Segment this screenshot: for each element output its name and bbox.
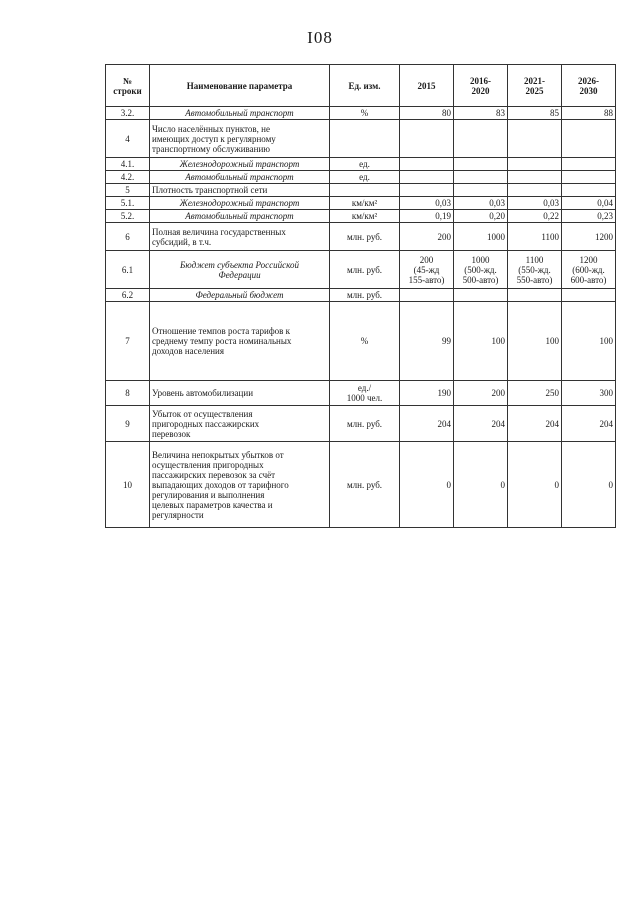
value-cell (400, 120, 454, 158)
unit-cell (330, 223, 400, 251)
value-text: 0,03 (489, 198, 505, 208)
table-body (106, 107, 616, 528)
parameter-name-text: Отношение темпов роста тарифов к среднему темпу роста номинальных доходов населения (152, 326, 292, 356)
value-cell (508, 158, 562, 171)
value-text: 0,22 (543, 211, 559, 221)
unit-cell (330, 406, 400, 442)
value-cell (562, 406, 616, 442)
value-cell (454, 302, 508, 381)
value-text: 99 (442, 336, 451, 346)
parameter-name-cell (150, 171, 330, 184)
parameter-name-cell (150, 251, 330, 289)
value-cell (454, 171, 508, 184)
value-text: 200 (491, 388, 505, 398)
parameter-name-cell (150, 184, 330, 197)
row-number-cell: 10 (106, 442, 150, 528)
value-text: 0,03 (543, 198, 559, 208)
value-cell (454, 210, 508, 223)
header-year-2015: 2015 (400, 65, 454, 107)
table-row (106, 289, 616, 302)
row-number-cell: 6.1 (106, 251, 150, 289)
parameter-name-text: Железнодорожный транспорт (179, 159, 300, 169)
table-row (106, 158, 616, 171)
parameter-name-text: Убыток от осуществления пригородных пассажирских перевозок (152, 408, 260, 439)
parameter-name-cell (150, 158, 330, 171)
parameter-name-cell (150, 442, 330, 528)
value-cell (400, 442, 454, 528)
unit-text: ед. (359, 172, 370, 182)
row-number-cell: 7 (106, 302, 150, 381)
unit-cell (330, 197, 400, 210)
parameter-name-text: Величина непокрытых убытков от осуществления пригородных пассажирских перевозок за счёт выпадающих доходов от тарифного регулирования и выполнения целевых параметров качества и регулярности (152, 449, 289, 520)
value-text: 100 (599, 336, 613, 346)
value-text: 0 (608, 479, 613, 490)
value-cell (400, 302, 454, 381)
table-row (106, 251, 616, 289)
value-cell (508, 381, 562, 406)
row-number-cell: 5 (106, 184, 150, 197)
unit-cell (330, 120, 400, 158)
row-number-cell: 4.2. (106, 171, 150, 184)
value-cell (508, 289, 562, 302)
unit-text: млн. руб. (346, 290, 383, 300)
header-years-2016-2020: 2016- 2020 (454, 65, 508, 107)
value-cell (508, 406, 562, 442)
value-cell (400, 289, 454, 302)
parameter-name-cell (150, 406, 330, 442)
unit-cell (330, 289, 400, 302)
value-cell (562, 381, 616, 406)
table-row (106, 302, 616, 381)
parameter-name-text: Число населённых пунктов, не имеющих доступ к регулярному транспортному обслуживанию (152, 123, 276, 154)
unit-cell (330, 442, 400, 528)
value-text: 204 (545, 418, 559, 429)
value-text: 100 (491, 336, 505, 346)
value-text: 190 (437, 388, 451, 398)
value-cell (400, 184, 454, 197)
value-text: 1100 (541, 231, 559, 242)
value-cell (508, 210, 562, 223)
value-text: 300 (599, 388, 613, 398)
value-cell (454, 184, 508, 197)
value-text: 0,23 (597, 211, 613, 221)
parameter-name-cell (150, 120, 330, 158)
value-text: 0,20 (489, 211, 505, 221)
row-number-cell: 9 (106, 406, 150, 442)
parameters-table (105, 64, 616, 528)
value-cell (400, 381, 454, 406)
parameter-name-cell (150, 107, 330, 120)
value-cell (562, 289, 616, 302)
table-row (106, 197, 616, 210)
value-cell (562, 442, 616, 528)
value-cell (508, 184, 562, 197)
value-cell (562, 302, 616, 381)
value-cell (562, 223, 616, 251)
parameter-name-text: Автомобильный транспорт (185, 108, 294, 118)
unit-cell (330, 251, 400, 289)
parameter-name-text: Железнодорожный транспорт (179, 198, 300, 208)
value-cell (508, 120, 562, 158)
table-row (106, 381, 616, 406)
header-years-2026-2030: 2026- 2030 (562, 65, 616, 107)
unit-text: % (360, 108, 369, 118)
parameter-name-cell (150, 302, 330, 381)
parameter-name-cell (150, 381, 330, 406)
parameter-name-text: Автомобильный транспорт (185, 172, 294, 182)
value-cell (508, 302, 562, 381)
page-number: I08 (307, 28, 333, 47)
value-text: 204 (491, 418, 505, 429)
parameter-name-text: Автомобильный транспорт (185, 211, 294, 221)
value-text: 1000 (500-жд. 500-авто) (462, 254, 499, 285)
row-number-cell: 4.1. (106, 158, 150, 171)
unit-cell (330, 107, 400, 120)
value-text: 0,04 (597, 198, 613, 208)
value-cell (454, 197, 508, 210)
value-cell (454, 158, 508, 171)
value-cell (508, 107, 562, 120)
value-text: 0,03 (435, 198, 451, 208)
table-row (106, 406, 616, 442)
value-cell (454, 223, 508, 251)
parameter-name-text: Уровень автомобилизации (152, 388, 254, 398)
unit-cell (330, 184, 400, 197)
value-cell (400, 406, 454, 442)
value-cell (400, 197, 454, 210)
unit-cell (330, 158, 400, 171)
unit-text: млн. руб. (346, 264, 383, 275)
value-cell (400, 210, 454, 223)
unit-text: км/км² (351, 198, 378, 208)
unit-text: км/км² (351, 211, 378, 221)
unit-cell (330, 302, 400, 381)
unit-text: % (360, 336, 369, 346)
value-cell (454, 381, 508, 406)
parameter-name-text: Полная величина государственных субсидий, в т.ч. (152, 226, 286, 247)
value-cell (562, 120, 616, 158)
value-text: 250 (545, 388, 559, 398)
value-cell (508, 251, 562, 289)
header-parameter-name: Наименование параметра (150, 65, 330, 107)
unit-text: ед. (359, 159, 370, 169)
parameter-name-text: Плотность транспортной сети (152, 185, 268, 195)
value-text: 0,19 (435, 211, 451, 221)
value-cell (454, 289, 508, 302)
value-text: 1100 (550-жд. 550-авто) (516, 254, 553, 285)
unit-text: млн. руб. (346, 231, 383, 242)
parameter-name-text: Федеральный бюджет (195, 290, 284, 300)
value-text: 200 (45-жд 155-авто) (408, 254, 445, 285)
row-number-cell: 4 (106, 120, 150, 158)
table-row (106, 120, 616, 158)
value-cell (508, 171, 562, 184)
parameter-name-cell (150, 210, 330, 223)
header-years-2021-2025: 2021- 2025 (508, 65, 562, 107)
value-cell (400, 251, 454, 289)
unit-cell (330, 381, 400, 406)
value-cell (562, 197, 616, 210)
value-cell (400, 158, 454, 171)
value-text: 204 (437, 418, 451, 429)
value-cell (454, 107, 508, 120)
value-cell (562, 251, 616, 289)
value-cell (562, 158, 616, 171)
value-cell (400, 171, 454, 184)
header-unit: Ед. изм. (330, 65, 400, 107)
value-text: 200 (437, 231, 451, 242)
row-number-cell: 6 (106, 223, 150, 251)
row-number-cell: 3.2. (106, 107, 150, 120)
parameter-name-cell (150, 289, 330, 302)
row-number-cell: 6.2 (106, 289, 150, 302)
table-row (106, 171, 616, 184)
value-cell (562, 171, 616, 184)
value-text: 0 (446, 479, 451, 490)
value-cell (454, 251, 508, 289)
value-text: 0 (554, 479, 559, 490)
header-row-number: № строки (106, 65, 150, 107)
table-row (106, 107, 616, 120)
parameter-name-cell (150, 197, 330, 210)
parameter-name-cell (150, 223, 330, 251)
value-cell (508, 197, 562, 210)
parameter-name-text: Бюджет субъекта Российской Федерации (180, 259, 299, 280)
value-cell (454, 406, 508, 442)
value-cell (400, 223, 454, 251)
value-text: 0 (500, 479, 505, 490)
value-cell (508, 442, 562, 528)
value-cell (562, 210, 616, 223)
table-row (106, 184, 616, 197)
value-cell (562, 107, 616, 120)
value-text: 88 (604, 108, 613, 118)
value-text: 204 (599, 418, 613, 429)
value-cell (562, 184, 616, 197)
value-text: 80 (442, 108, 451, 118)
unit-cell (330, 171, 400, 184)
value-text: 83 (496, 108, 505, 118)
row-number-cell: 5.1. (106, 197, 150, 210)
row-number-cell: 5.2. (106, 210, 150, 223)
table-row (106, 442, 616, 528)
unit-text: ед./ 1000 чел. (346, 383, 383, 403)
value-text: 1200 (595, 231, 613, 242)
value-cell (400, 107, 454, 120)
value-text: 1200 (600-жд. 600-авто) (570, 254, 607, 285)
value-text: 1000 (487, 231, 505, 242)
unit-text: млн. руб. (346, 418, 383, 429)
table-row (106, 210, 616, 223)
value-text: 100 (545, 336, 559, 346)
unit-text: млн. руб. (346, 479, 383, 490)
unit-cell (330, 210, 400, 223)
value-cell (454, 120, 508, 158)
value-text: 85 (550, 108, 559, 118)
row-number-cell: 8 (106, 381, 150, 406)
table-header-row (106, 65, 616, 107)
value-cell (454, 442, 508, 528)
value-cell (508, 223, 562, 251)
table-row (106, 223, 616, 251)
